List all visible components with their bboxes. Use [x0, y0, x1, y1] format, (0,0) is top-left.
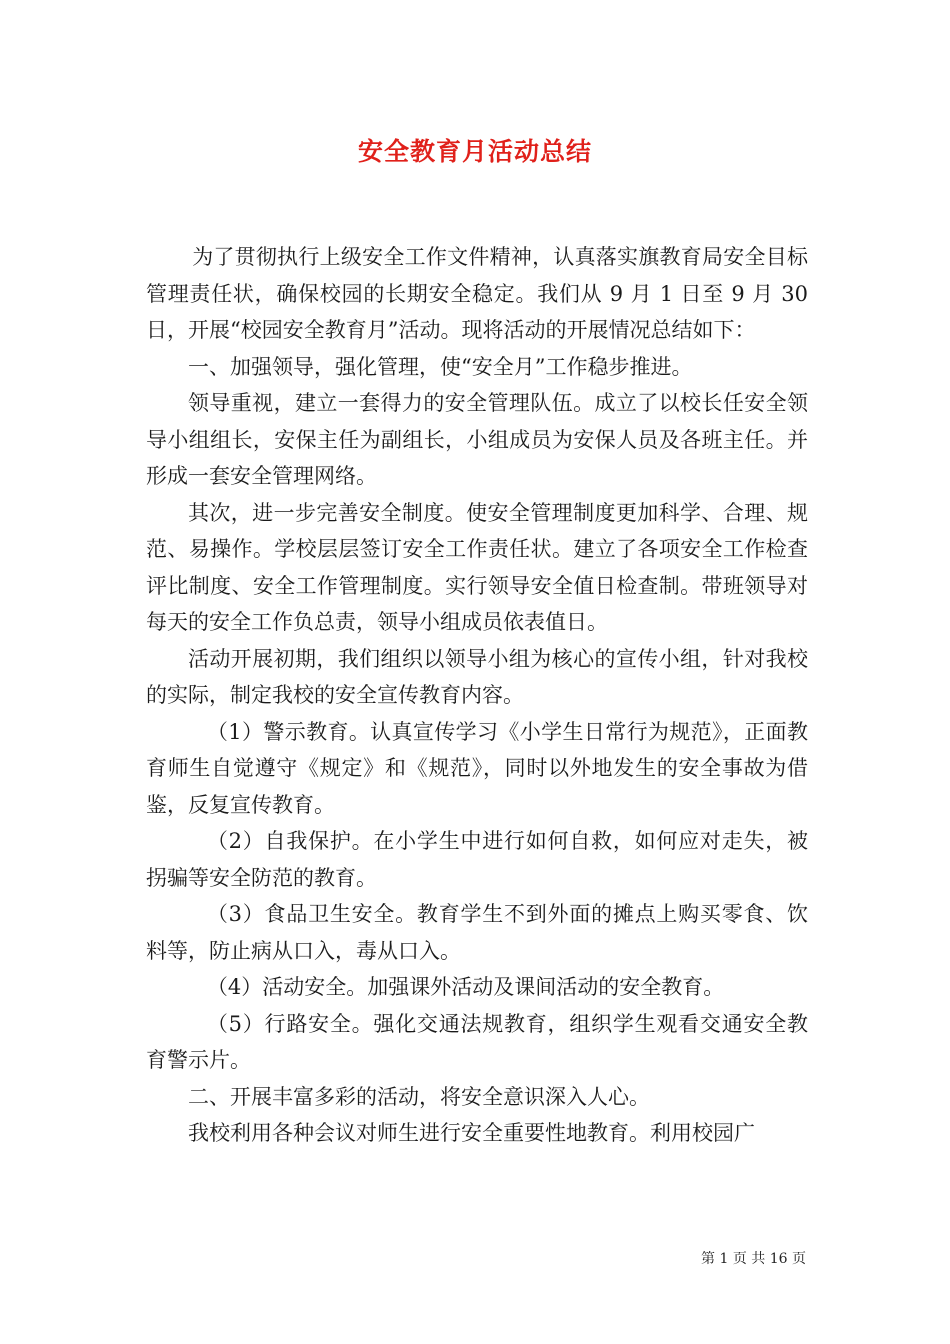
list-item: （1）警示教育。认真宣传学习《小学生日常行为规范》，正面教育师生自觉遵守《规定》和《规范》，同时以外地发生的安全事故为借鉴，反复宣传教育。: [146, 719, 808, 817]
list-item: （4）活动安全。加强课外活动及课间活动的安全教育。: [206, 975, 725, 999]
paragraph: 领导重视，建立一套得力的安全管理队伍。成立了以校长任安全领导小组组长，安保主任为副组长，小组成员为安保人员及各班主任。并形成一套安全管理网络。: [146, 391, 808, 488]
paragraph: 活动开展初期，我们组织以领导小组为核心的宣传小组，针对我校的实际，制定我校的安全宣传教育内容。: [146, 646, 808, 707]
section-heading-1: 一、加强领导，强化管理，使“安全月”工作稳步推进。: [188, 354, 693, 379]
document-body: [146, 239, 808, 1152]
page-number: 第 1 页 共 16 页: [701, 1251, 806, 1267]
paragraph-intro: 为了贯彻执行上级安全工作文件精神，认真落实旗教育局安全目标管理责任状，确保校园的长期安全稳定。我们从 9 月 1 日至 9 月 30 日，开展“校园安全教育月”活动。现将活动的开展情况总结如下：: [146, 245, 808, 342]
list-item: （2）自我保护。在小学生中进行如何自救，如何应对走失，被拐骗等安全防范的教育。: [146, 829, 808, 890]
document-title: 安全教育月活动总结: [357, 137, 592, 166]
paragraph: 我校利用各种会议对师生进行安全重要性地教育。利用校园广: [188, 1121, 755, 1145]
list-item: （5）行路安全。强化交通法规教育，组织学生观看交通安全教育警示片。: [146, 1011, 808, 1072]
paragraph: 其次，进一步完善安全制度。使安全管理制度更加科学、合理、规范、易操作。学校层层签订安全工作责任状。建立了各项安全工作检查评比制度、安全工作管理制度。实行领导安全值日检查制。带班领导对每天的安全工作负总责，领导小组成员依表值日。: [146, 500, 808, 634]
list-item: （3）食品卫生安全。教育学生不到外面的摊点上购买零食、饮料等，防止病从口入，毒从口入。: [146, 902, 808, 963]
section-heading-2: 二、开展丰富多彩的活动，将安全意识深入人心。: [188, 1084, 650, 1109]
